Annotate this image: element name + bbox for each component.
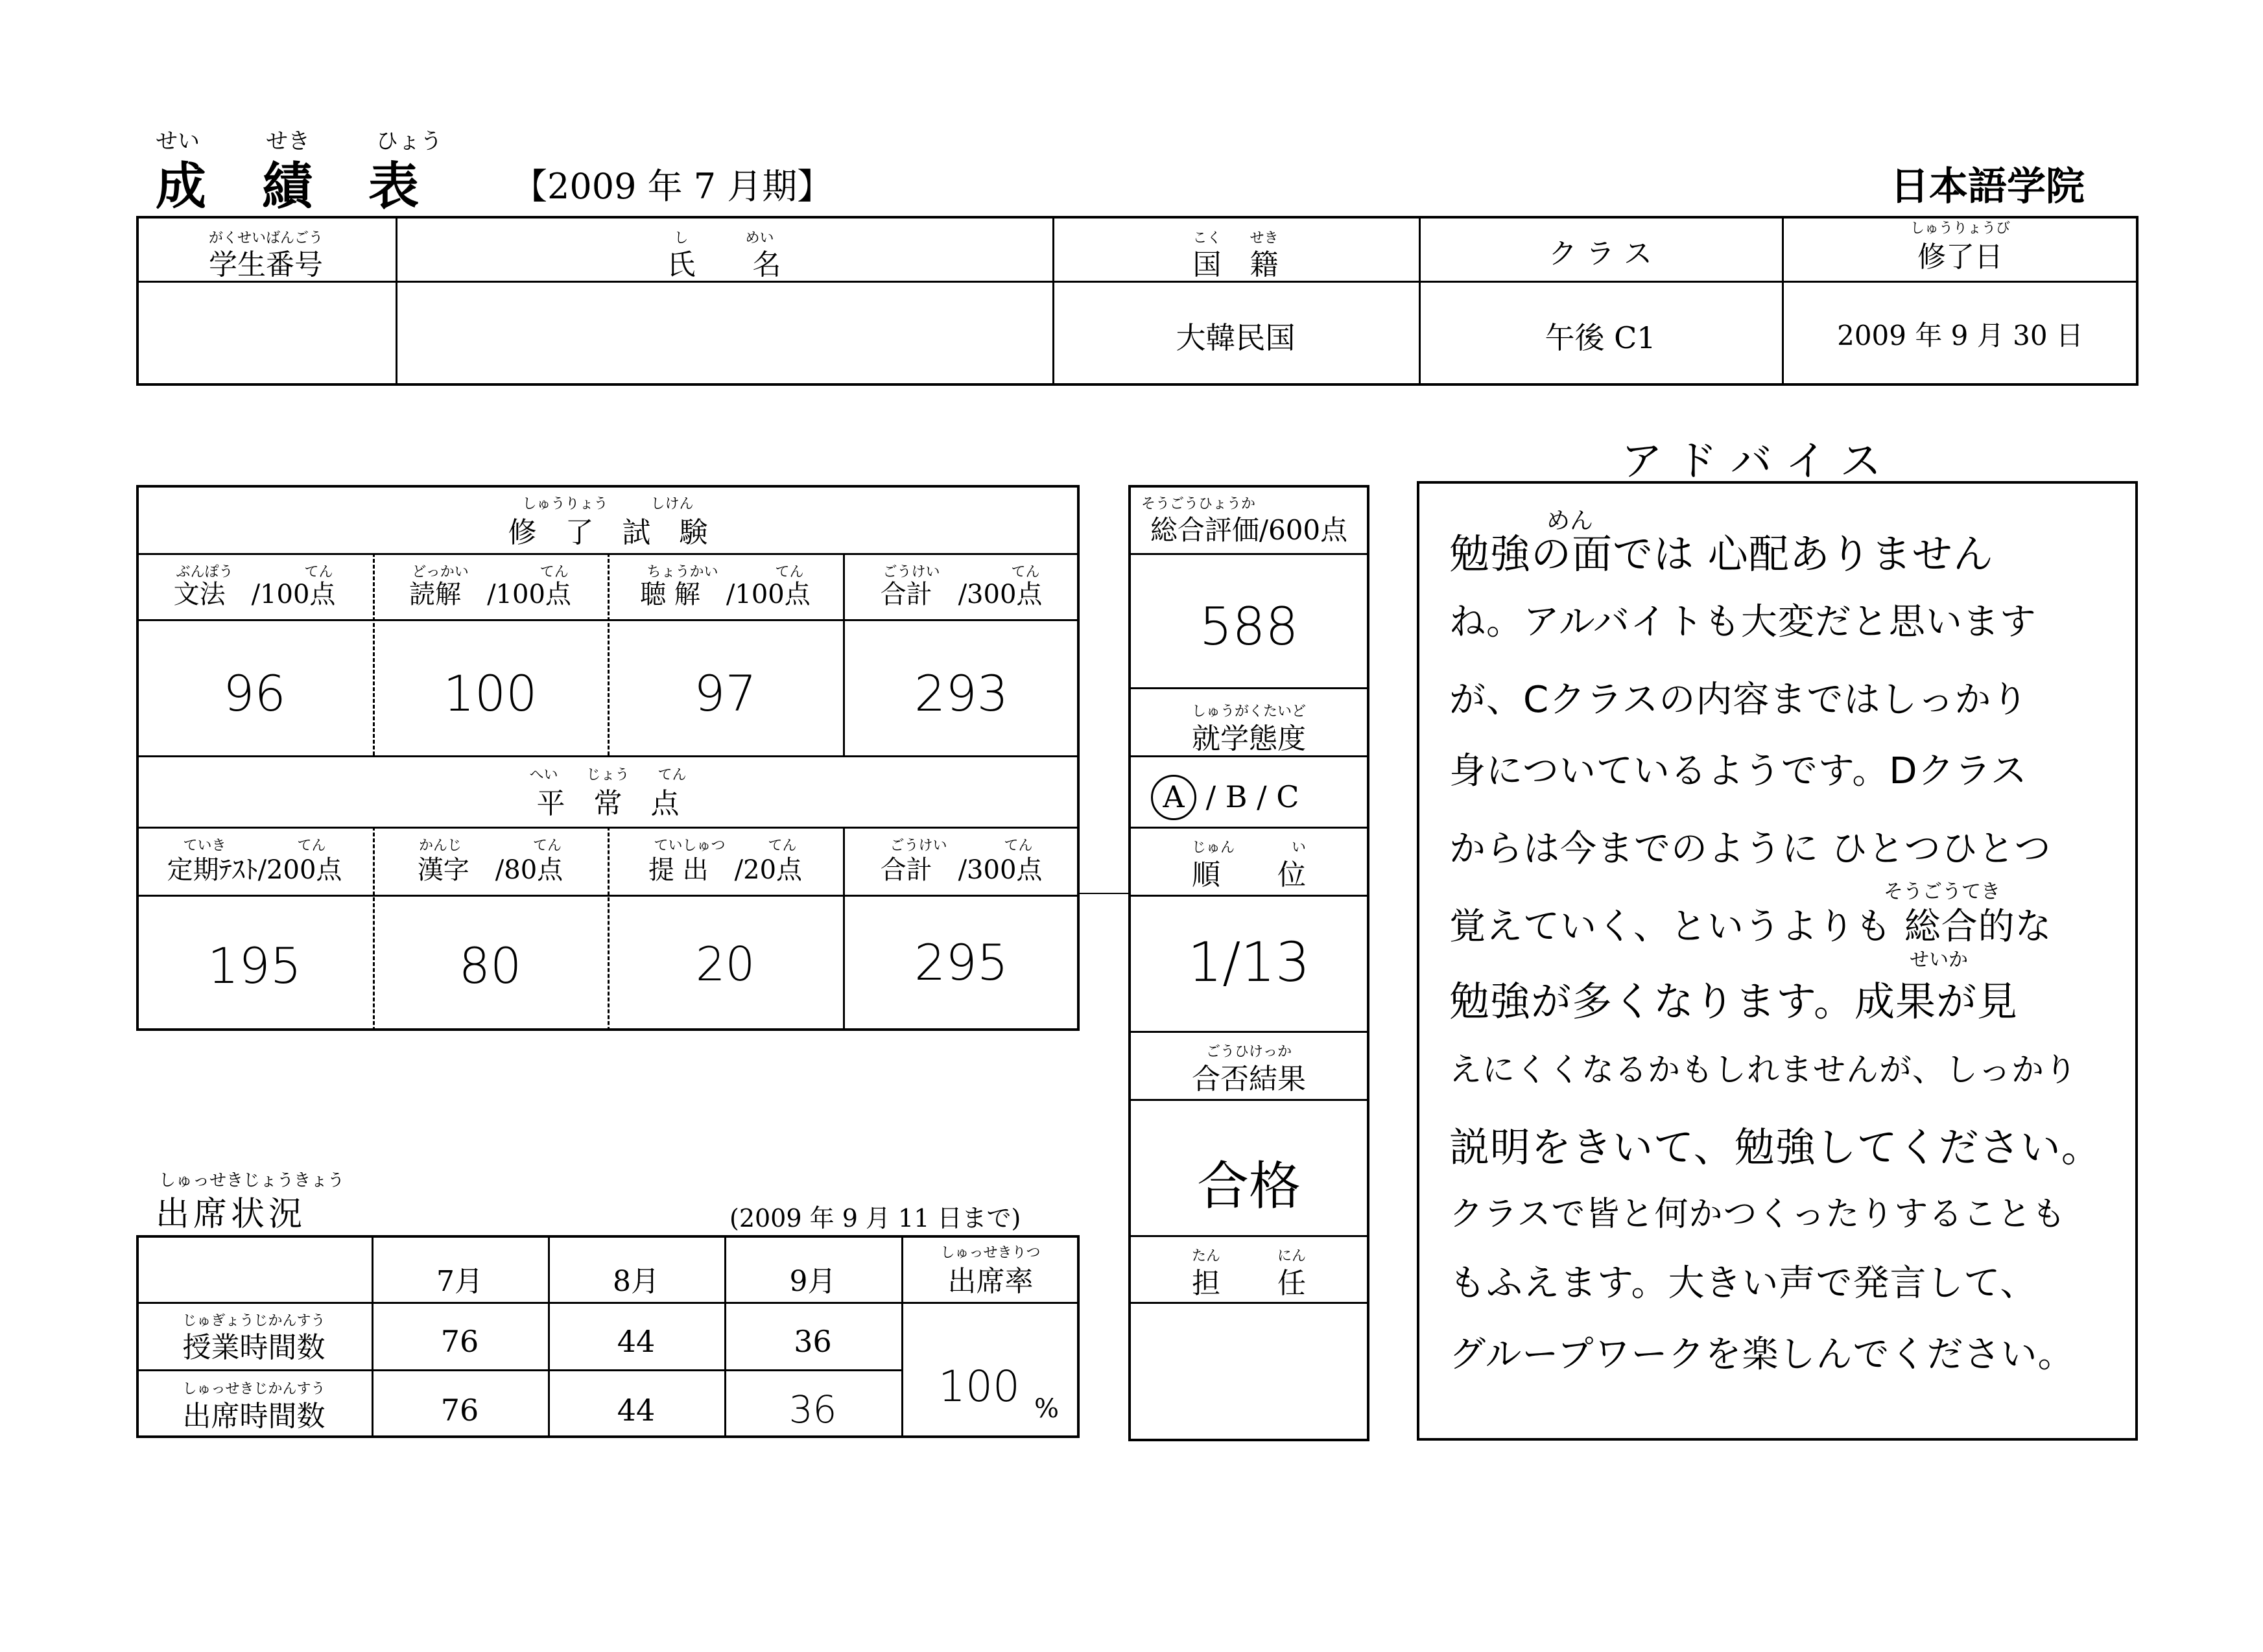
advice-line-2: ね。アルバイトも大変だと思います <box>1449 601 2037 643</box>
regular-col2-header: 漢字 /80点 <box>417 855 563 885</box>
advice-line-3: が、Cクラスの内容まではしっかり <box>1449 679 2029 721</box>
regular-col3-ruby: ていしゅつ てん <box>654 838 797 854</box>
completion-ruby: しゅうりょうび <box>1910 220 2010 237</box>
advice-line-9: 説明をきいて、勉強してください。 <box>1449 1124 2102 1171</box>
title-ruby: せい せき ひょう <box>156 128 442 154</box>
attitude-ruby: しゅうがくたいど <box>1191 703 1306 720</box>
completion-value: 2009 年 9 月 30 日 <box>1837 320 2083 351</box>
exam-col3-header: 聴 解 /100点 <box>640 580 811 609</box>
regular-total-score: 295 <box>914 934 1009 991</box>
nationality-ruby: こく せき <box>1192 230 1279 246</box>
attended-hours-july: 76 <box>440 1393 479 1428</box>
attitude-grade-rest: / B / C <box>1205 779 1299 814</box>
class-hours-ruby: じゅぎょうじかんすう <box>182 1313 326 1329</box>
class-hours-july: 76 <box>440 1324 479 1359</box>
attended-hours-september: 36 <box>788 1387 837 1432</box>
exam-col4-header: 合計 /300点 <box>880 580 1043 609</box>
advice-title: ア ド バ イ ス <box>1621 438 1882 486</box>
exam-col2-ruby: どっかい てん <box>412 564 569 580</box>
class-value: 午後 C1 <box>1545 320 1656 355</box>
regular-title-ruby: へい じょう てん <box>529 767 687 783</box>
attendance-title-ruby: しゅっせきじょうきょう <box>159 1171 345 1190</box>
attended-hours-label: 出席時間数 <box>182 1400 326 1433</box>
name-header: 氏 名 <box>667 248 781 281</box>
advice-line-8: えにくくなるかもしれませんが、しっかり <box>1449 1051 2078 1089</box>
advice-line-7: 勉強が多くなります。成果が見 <box>1449 978 2019 1025</box>
page-title: 成 績 表 <box>156 157 422 216</box>
total-eval-label: 総合評価/600点 <box>1150 514 1348 546</box>
regular-col3-header: 提 出 /20点 <box>648 855 803 885</box>
exam-total-score: 293 <box>914 665 1009 722</box>
attitude-label: 就学態度 <box>1192 722 1306 755</box>
advice-line-6: 覚えていく、というよりも 総合的な <box>1449 906 2052 948</box>
regular-col4-header: 合計 /300点 <box>880 855 1043 885</box>
exam-reading-score: 100 <box>443 665 538 722</box>
period-label: 【2009 年 7 月期】 <box>512 166 833 207</box>
exam-title-ruby: しゅうりょう しけん <box>522 496 694 512</box>
exam-col3-ruby: ちょうかい てん <box>646 564 804 580</box>
advice-line-1: 勉強の面では 心配ありません <box>1449 530 1994 578</box>
regular-kanji-score: 80 <box>458 937 522 995</box>
exam-col4-ruby: ごうけい てん <box>883 564 1040 580</box>
rank-label: 順 位 <box>1192 858 1306 891</box>
result-ruby: ごうひけっか <box>1205 1044 1292 1060</box>
advice-ruby-men: めん <box>1546 508 1594 534</box>
month-august: 8月 <box>613 1265 659 1298</box>
rate-ruby: しゅっせきりつ <box>940 1245 1041 1261</box>
result-label: 合否結果 <box>1192 1063 1306 1096</box>
regular-col1-header: 定期ﾃｽﾄ/200点 <box>167 855 342 885</box>
class-header: ク ラ ス <box>1548 237 1652 270</box>
attendance-rate-value: 100 <box>938 1362 1020 1411</box>
advice-line-4: 身についているようです。Dクラス <box>1449 750 2028 792</box>
regular-test-score: 195 <box>207 937 302 995</box>
attendance-title: 出席状況 <box>156 1195 307 1234</box>
student-id-header: 学生番号 <box>209 248 323 281</box>
advice-ruby-seika: せいか <box>1910 949 1968 971</box>
rank-value: 1/13 <box>1187 930 1310 994</box>
advice-line-5: からは今までのように ひとつひとつ <box>1449 828 2052 870</box>
total-eval-ruby: そうごうひょうか <box>1141 496 1256 512</box>
result-value: 合格 <box>1197 1156 1301 1216</box>
regular-submission-score: 20 <box>695 937 755 991</box>
completion-header: 修了日 <box>1917 241 2003 274</box>
month-july: 7月 <box>436 1265 483 1298</box>
name-ruby: し めい <box>674 230 774 246</box>
attendance-rate-unit: % <box>1034 1394 1060 1424</box>
class-hours-label: 授業時間数 <box>182 1331 326 1364</box>
rate-label: 出席率 <box>947 1265 1034 1298</box>
nationality-value: 大韓民国 <box>1176 320 1296 355</box>
exam-col1-header: 文法 /100点 <box>173 580 336 609</box>
class-hours-september: 36 <box>794 1324 832 1359</box>
class-hours-august: 44 <box>617 1324 656 1359</box>
advice-line-10: クラスで皆と何かつくったりすることも <box>1449 1195 2067 1234</box>
regular-col1-ruby: ていき てん <box>183 838 326 854</box>
exam-title: 修 了 試 験 <box>508 516 708 549</box>
exam-grammar-score: 96 <box>223 665 286 722</box>
teacher-label: 担 任 <box>1192 1267 1306 1300</box>
attitude-grades <box>1151 775 1358 820</box>
attendance-note: (2009 年 9 月 11 日まで) <box>729 1204 1021 1233</box>
rank-ruby: じゅん い <box>1191 840 1306 856</box>
advice-line-12: グループワークを楽しんでください。 <box>1449 1334 2075 1376</box>
attended-hours-august: 44 <box>617 1393 656 1428</box>
advice-ruby-sougouteki: そうごうてき <box>1884 880 2000 903</box>
exam-col1-ruby: ぶんぽう てん <box>176 564 333 580</box>
advice-line-11: もふえます。大きい声で発言して、 <box>1449 1262 2037 1304</box>
total-eval-value: 588 <box>1199 596 1299 657</box>
regular-col2-ruby: かんじ てん <box>418 838 562 854</box>
attitude-grade-a: A <box>1151 775 1196 820</box>
month-september: 9月 <box>789 1265 836 1298</box>
school-name: 日本語学院 <box>1890 164 2085 209</box>
regular-col4-ruby: ごうけい てん <box>890 838 1033 854</box>
nationality-header: 国 籍 <box>1192 248 1279 281</box>
regular-title: 平 常 点 <box>536 787 680 820</box>
exam-col2-header: 読解 /100点 <box>409 580 571 609</box>
student-id-ruby: がくせいばんごう <box>208 230 323 246</box>
exam-listening-score: 97 <box>694 665 757 722</box>
teacher-ruby: たん にん <box>1191 1248 1306 1264</box>
attended-hours-ruby: しゅっせきじかんすう <box>182 1381 326 1397</box>
